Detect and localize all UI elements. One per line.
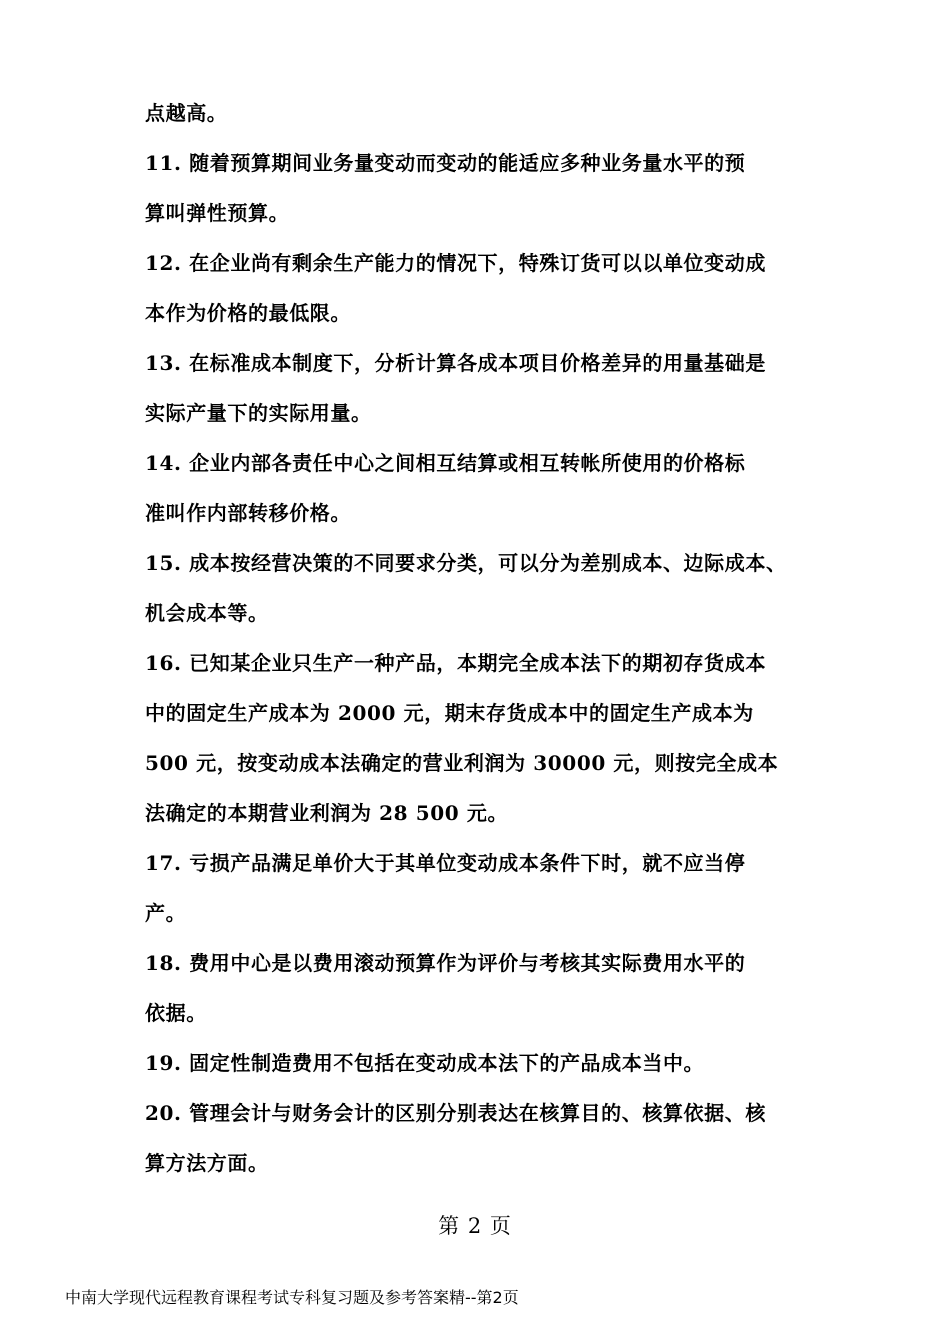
text-line: 19. 固定性制造费用不包括在变动成本法下的产品成本当中。	[145, 1051, 705, 1075]
text-line: 产。	[145, 901, 187, 925]
text-line: 12. 在企业尚有剩余生产能力的情况下，特殊订货可以以单位变动成	[145, 251, 766, 275]
text-line: 准叫作内部转移价格。	[145, 501, 351, 525]
text-line: 本作为价格的最低限。	[145, 301, 351, 325]
text-line: 算方法方面。	[145, 1151, 269, 1175]
text-line: 500 元，按变动成本法确定的营业利润为 30000 元，则按完全成本	[145, 751, 779, 775]
text-line: 15. 成本按经营决策的不同要求分类，可以分为差别成本、边际成本、	[145, 551, 787, 575]
text-line: 依据。	[145, 1001, 207, 1025]
text-line: 点越高。	[145, 101, 228, 125]
text-line: 18. 费用中心是以费用滚动预算作为评价与考核其实际费用水平的	[145, 951, 746, 975]
text-line: 中的固定生产成本为 2000 元，期末存货成本中的固定生产成本为	[145, 701, 754, 725]
text-line: 实际产量下的实际用量。	[145, 401, 372, 425]
text-line: 13. 在标准成本制度下，分析计算各成本项目价格差异的用量基础是	[145, 351, 766, 375]
text-line: 20. 管理会计与财务会计的区别分别表达在核算目的、核算依据、核	[145, 1101, 766, 1125]
text-line: 14. 企业内部各责任中心之间相互结算或相互转帐所使用的价格标	[145, 451, 746, 475]
text-line: 17. 亏损产品满足单价大于其单位变动成本条件下时，就不应当停	[145, 851, 746, 875]
page-number: 第 2 页	[438, 1214, 512, 1238]
body-text	[145, 88, 810, 1188]
text-line: 算叫弹性预算。	[145, 201, 290, 225]
text-line: 法确定的本期营业利润为 28 500 元。	[145, 801, 509, 825]
text-line: 16. 已知某企业只生产一种产品，本期完全成本法下的期初存货成本	[145, 651, 766, 675]
footer-caption: 中南大学现代远程教育课程考试专科复习题及参考答案精--第2页	[65, 1288, 519, 1307]
text-line: 11. 随着预算期间业务量变动而变动的能适应多种业务量水平的预	[145, 151, 746, 175]
text-line: 机会成本等。	[145, 601, 269, 625]
